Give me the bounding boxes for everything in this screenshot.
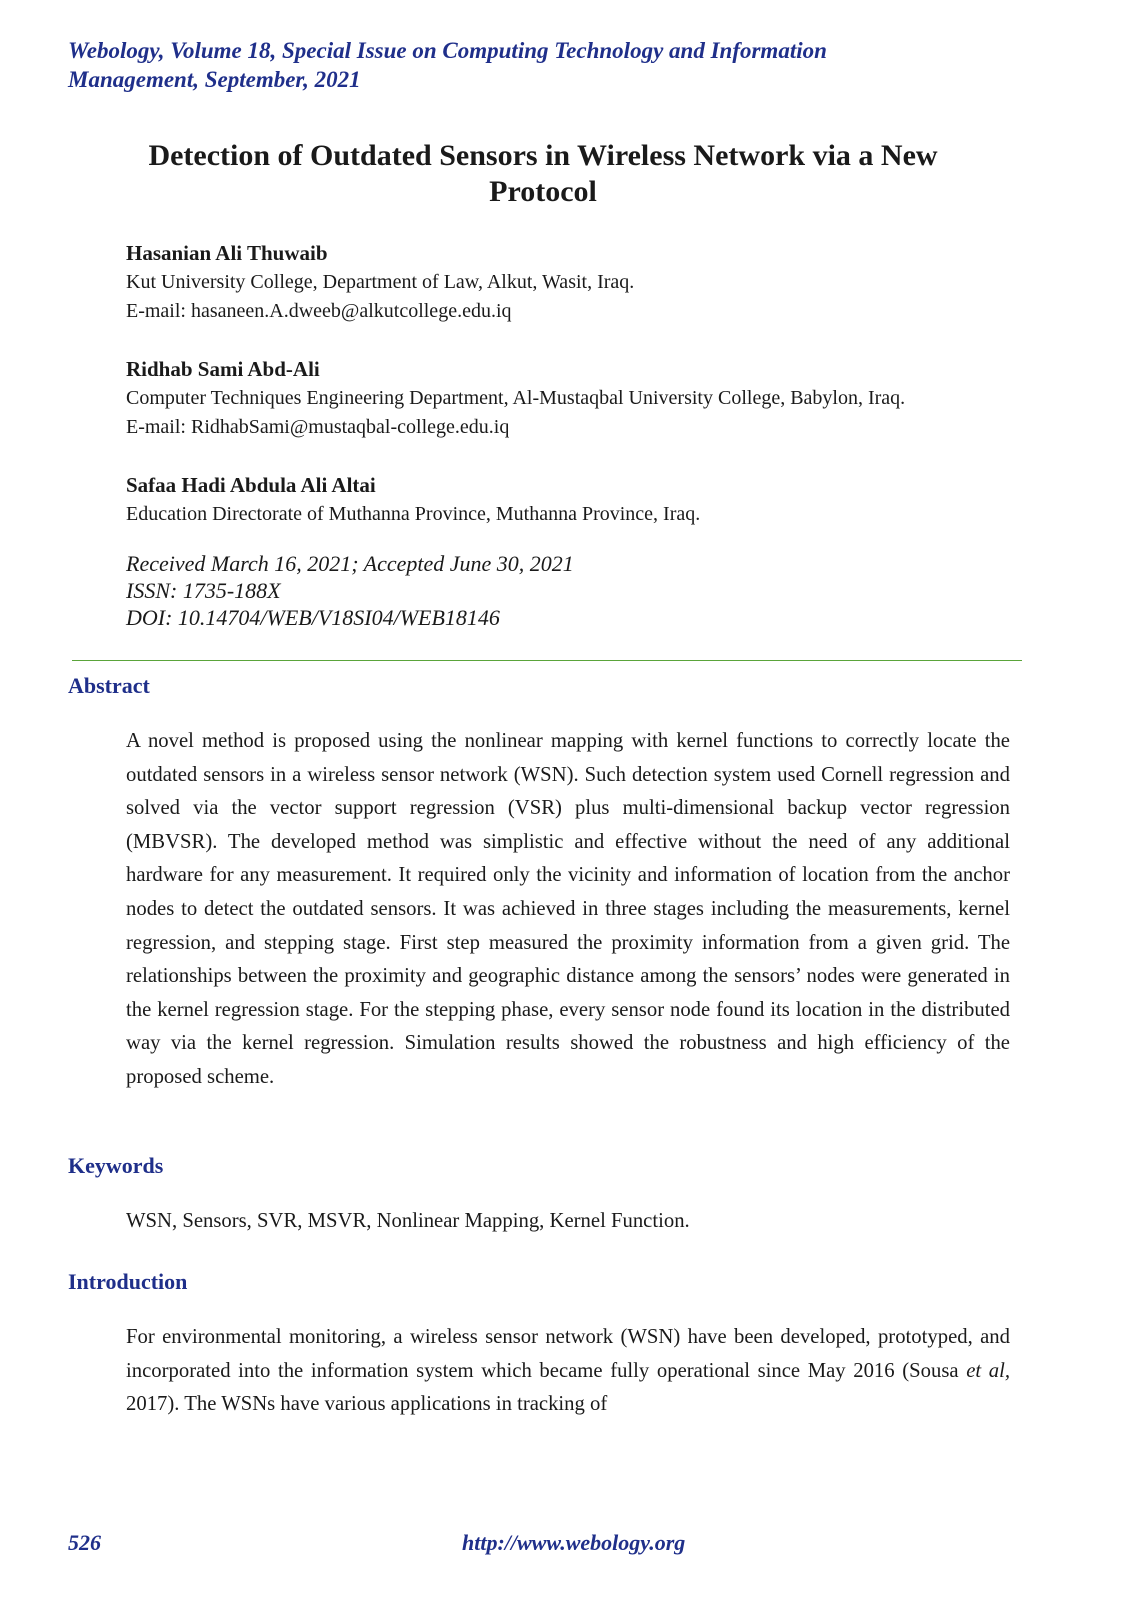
doi: DOI: 10.14704/WEB/V18SI04/WEB18146 bbox=[126, 605, 500, 630]
received-accepted-dates: Received March 16, 2021; Accepted June 30, 2021 bbox=[126, 551, 574, 576]
introduction-text-part: 2017). The WSNs have various applications in tracking of bbox=[126, 1393, 608, 1416]
author-email: E-mail: hasaneen.A.dweeb@alkutcollege.edu.iq bbox=[126, 300, 512, 322]
keywords-text: WSN, Sensors, SVR, MSVR, Nonlinear Mapping, Kernel Function. bbox=[126, 1210, 690, 1232]
journal-header bbox=[68, 36, 968, 94]
paper-title bbox=[90, 138, 996, 210]
issn: ISSN: 1735-188X bbox=[126, 578, 281, 603]
introduction-text-citation: et al, bbox=[966, 1359, 1011, 1382]
paper-title-line-2: Protocol bbox=[489, 175, 597, 208]
author-block bbox=[126, 238, 1026, 326]
journal-url-link[interactable]: http://www.webology.org bbox=[462, 1530, 686, 1555]
abstract-text: A novel method is proposed using the nonlinear mapping with kernel functions to correctly locate the outdated sensors in a wireless sensor network (WSN). Such detection system used Cornell regression and solved via the vector support regression (VSR) plus multi-dimensional backup vector regression (MBVSR). The developed method was simplistic and effective without the need of any additional hardware for any measurement. It required only the vicinity and information of location from the anchor nodes to detect the outdated sensors. It was achieved in three stages including the measurements, kernel regression, and stepping stage. First step measured the proximity information from a given grid. The relationships between the proximity and geographic distance among the sensors’ nodes were generated in the kernel regression stage. For the stepping phase, every sensor node found its location in the distributed way via the kernel regression. Simulation results showed the robustness and high efficiency of the proposed scheme. bbox=[126, 730, 1010, 1088]
introduction-text bbox=[126, 1321, 1010, 1422]
paper-title-line-1: Detection of Outdated Sensors in Wireless Network via a New bbox=[148, 139, 938, 172]
author-affiliation: Education Directorate of Muthanna Province, Muthanna Province, Iraq. bbox=[126, 503, 701, 525]
author-affiliation: Computer Techniques Engineering Department, Al-Mustaqbal University College, Babylon, Iraq. bbox=[126, 387, 906, 409]
article-meta bbox=[126, 550, 1026, 631]
introduction-text-part: For environmental monitoring, a wireless sensor network (WSN) have been developed, prototyped, and incorporated into the information system which became fully operational since May 2016 (Sousa bbox=[126, 1326, 1010, 1382]
author-name: Safaa Hadi Abdula Ali Altai bbox=[126, 473, 376, 497]
author-list bbox=[126, 238, 1026, 557]
keywords-heading: Keywords bbox=[68, 1153, 164, 1178]
author-name: Ridhab Sami Abd-Ali bbox=[126, 357, 320, 381]
author-block bbox=[126, 354, 1026, 442]
section-divider bbox=[72, 660, 1022, 661]
abstract-heading: Abstract bbox=[68, 673, 150, 698]
author-block bbox=[126, 470, 1026, 529]
journal-header-line-2: Management, September, 2021 bbox=[68, 67, 361, 92]
journal-header-line-1: Webology, Volume 18, Special Issue on Computing Technology and Information bbox=[68, 38, 827, 63]
author-affiliation: Kut University College, Department of Law, Alkut, Wasit, Iraq. bbox=[126, 271, 635, 293]
author-email: E-mail: RidhabSami@mustaqbal-college.edu.iq bbox=[126, 416, 510, 438]
introduction-heading: Introduction bbox=[68, 1269, 188, 1294]
page-number: 526 bbox=[68, 1530, 101, 1555]
author-name: Hasanian Ali Thuwaib bbox=[126, 241, 328, 265]
